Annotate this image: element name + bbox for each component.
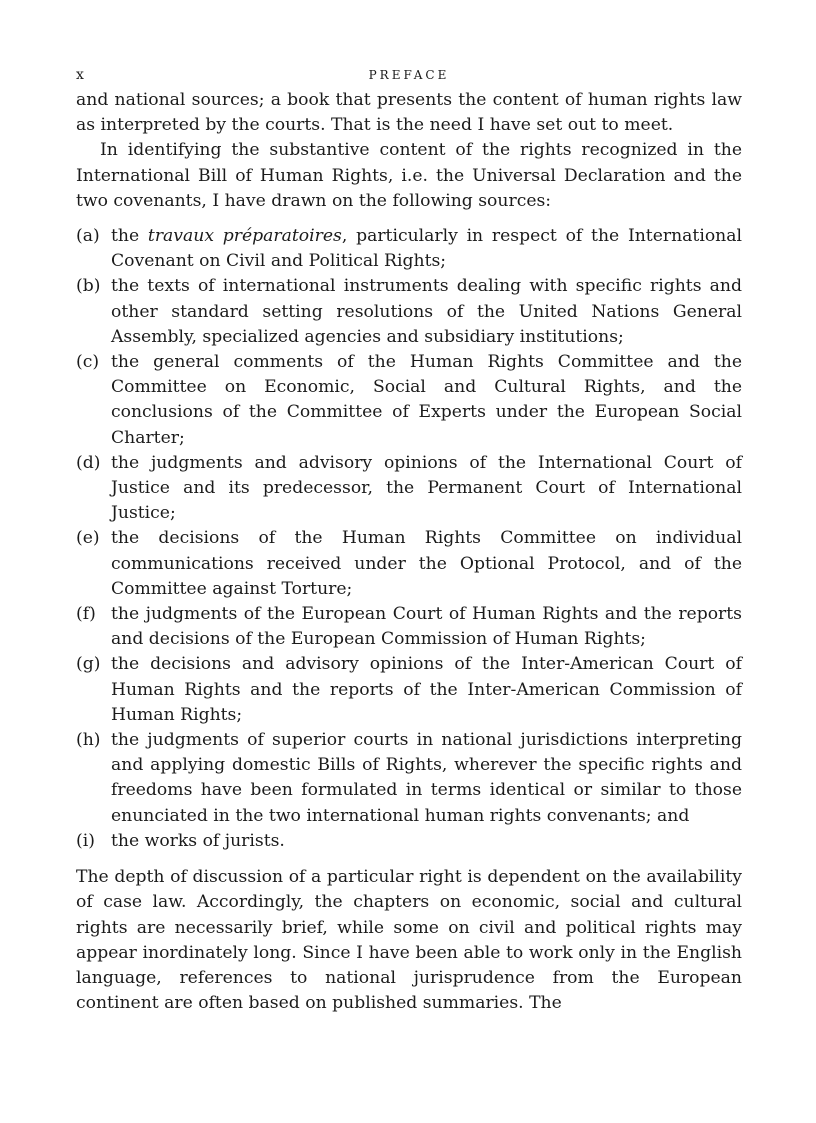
list-item-label: (h) — [76, 730, 101, 751]
list-item-text: the works of jurists. — [111, 830, 285, 851]
list-item-label: (e) — [76, 528, 100, 549]
list-item-label: (f) — [76, 604, 96, 625]
list-item — [76, 602, 742, 652]
page-number: x — [76, 67, 84, 83]
list-item-emphasis: travaux préparatoires — [147, 226, 342, 247]
list-item-text: the judgments of the European Court of Human Rights and the reports and decisions of the European Commission of Human Rights; — [111, 604, 742, 650]
list-item — [76, 224, 742, 274]
list-item-label: (i) — [76, 830, 95, 851]
list-item-text: the general comments of the Human Rights Committee and the Committee on Economic, Social and Cultural Rights, and the conclusions of the Committee of Experts under the European Social Charter; — [111, 352, 742, 448]
list-item — [76, 526, 742, 602]
sources-list — [76, 224, 742, 854]
running-head — [76, 62, 742, 88]
list-item-text: the decisions of the Human Rights Committee on individual communications received under the Optional Protocol, and of the Committee against Torture; — [111, 528, 742, 599]
list-item — [76, 350, 742, 451]
list-item-text: the judgments and advisory opinions of the International Court of Justice and its predecessor, the Permanent Court of International Justice; — [111, 452, 742, 524]
list-item — [76, 829, 742, 854]
paragraph-sources-intro: In identifying the substantive content of the rights recognized in the International Bill of Human Rights, i.e. the Universal Declaration and the two covenants, I have drawn on the following sources: — [76, 140, 742, 211]
list-item-label: (g) — [76, 654, 101, 675]
list-item — [76, 274, 742, 350]
paragraph-continuation: and national sources; a book that presents the content of human rights law as interpreted by the courts. That is the need I have set out to meet. — [76, 90, 742, 136]
list-item-label: (a) — [76, 226, 100, 247]
book-page — [76, 62, 742, 1016]
list-item-text: the decisions and advisory opinions of the Inter-American Court of Human Rights and the reports of the Inter-American Commission of Human Rights; — [111, 654, 742, 725]
list-item-text-pre: the — [111, 226, 148, 247]
paragraph-case-law: The depth of discussion of a particular right is dependent on the availability of case law. Accordingly, the chapters on economic, social and cultural rights are necessarily brief, while some on civil and political rights may appear inordinately long. Since I have been able to work only in the English language, references to national jurisprudence from the European continent are often based on published summaries. The — [76, 867, 742, 1014]
list-item-label: (c) — [76, 352, 100, 373]
list-item — [76, 728, 742, 829]
list-item-text: the texts of international instruments dealing with specific rights and other standard setting resolutions of the United Nations General Assembly, specialized agencies and subsidiary institutions; — [111, 276, 742, 347]
list-item — [76, 451, 742, 527]
list-item — [76, 652, 742, 728]
list-item-label: (d) — [76, 452, 101, 473]
running-title: PREFACE — [368, 68, 450, 82]
list-item-text: the judgments of superior courts in national jurisdictions interpreting and applying domestic Bills of Rights, wherever the specific rights and freedoms have been formulated in terms identical or similar to those enunciated in the two international human rights convenants; and — [111, 730, 742, 826]
list-item-text-post: , particularly in respect of the International Covenant on Civil and Political Rights; — [111, 226, 742, 272]
list-item-label: (b) — [76, 276, 101, 297]
